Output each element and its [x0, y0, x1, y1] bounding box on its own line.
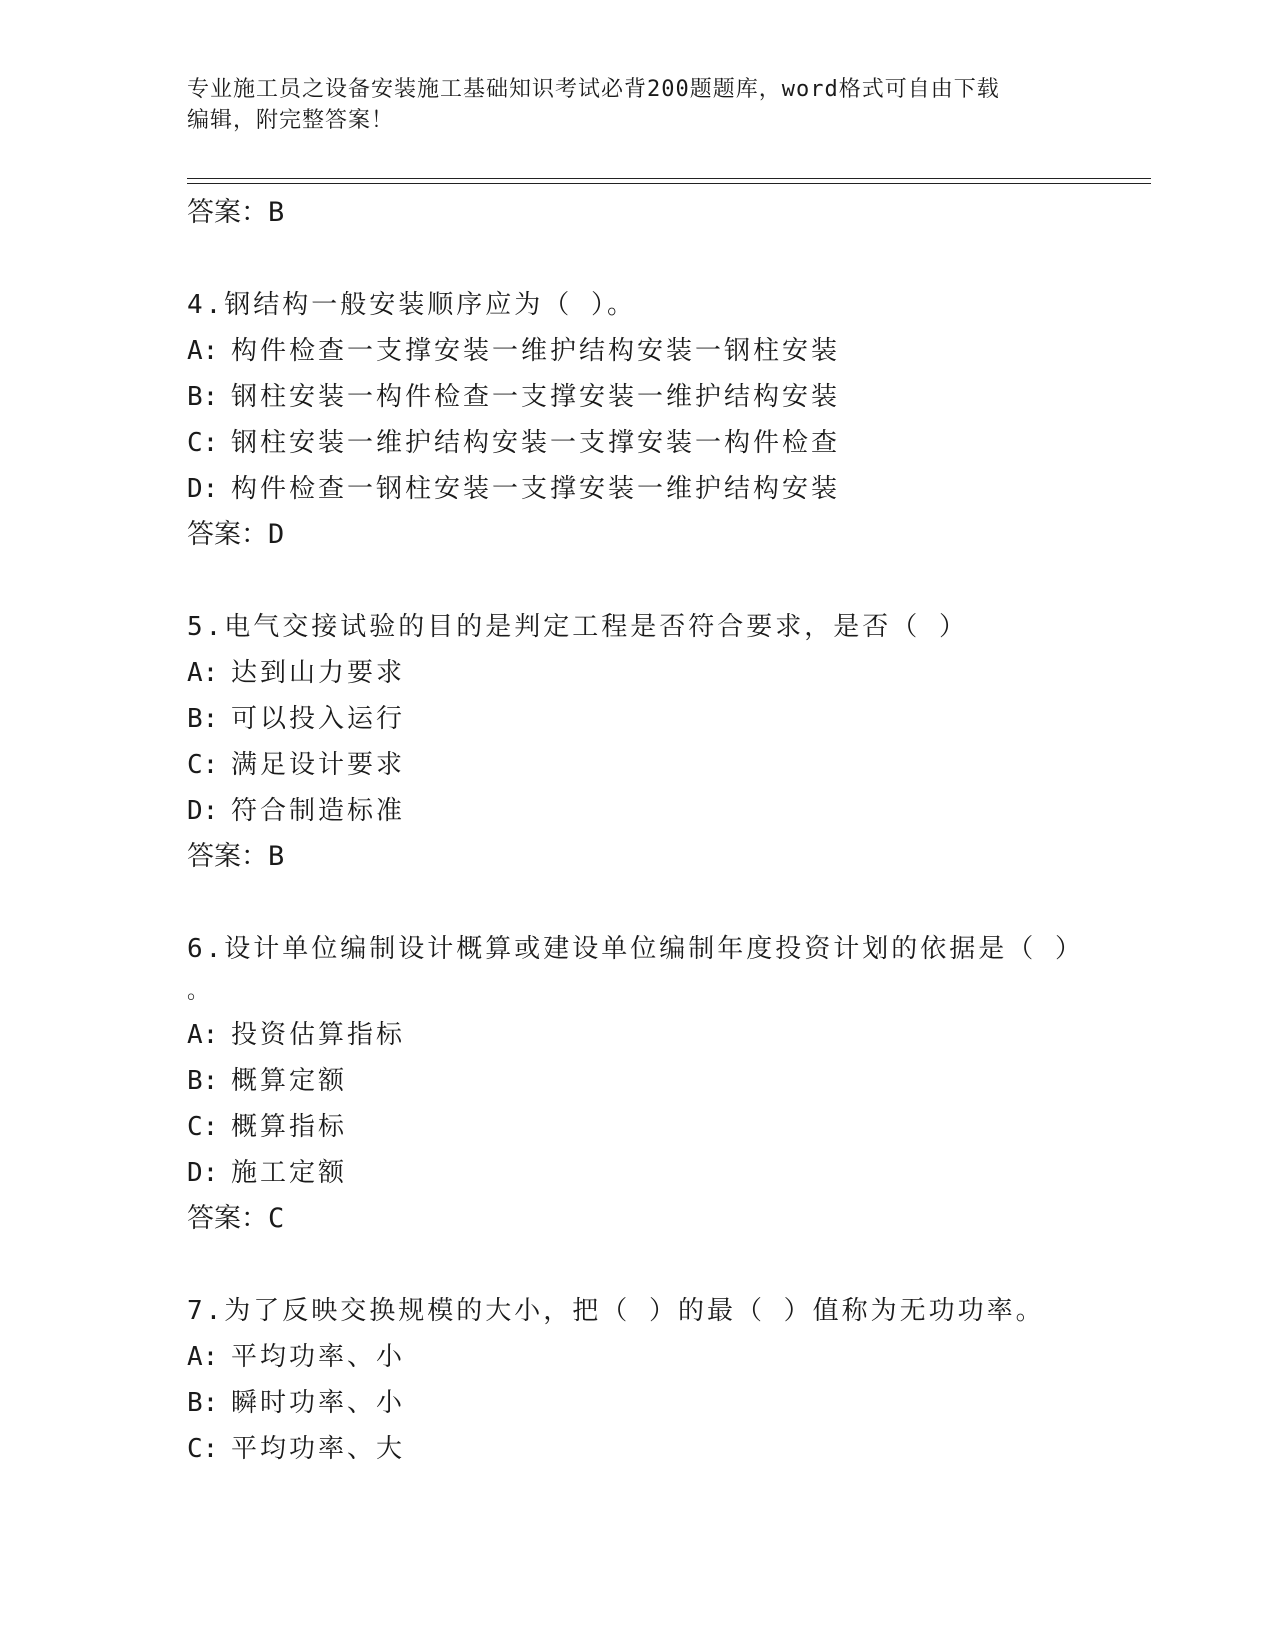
answer-line [187, 834, 1087, 880]
option-key: C: [187, 1434, 219, 1464]
question-list [187, 190, 1087, 1518]
header-line-2: 编辑，附完整答案！ [187, 108, 395, 133]
option-key: A: [187, 336, 219, 366]
answer-label: 答案： [187, 841, 268, 872]
option-text: 构件检查一支撑安装一维护结构安装一钢柱安装 [231, 336, 841, 366]
answer-label: 答案： [187, 1203, 268, 1234]
option-text: 平均功率、小 [231, 1342, 406, 1372]
option-text: 概算指标 [231, 1112, 348, 1142]
option-key: B: [187, 1388, 219, 1418]
option-key: D: [187, 474, 219, 504]
question-item [187, 926, 1087, 1242]
answer-label: 答案： [187, 197, 268, 228]
option-text: 符合制造标准 [231, 796, 406, 826]
option-a [187, 650, 1087, 696]
option-b [187, 1380, 1087, 1426]
question-stem-continuation: 。 [187, 979, 210, 1004]
option-key: A: [187, 1342, 219, 1372]
option-key: B: [187, 704, 219, 734]
header-divider-top [187, 178, 1151, 179]
question-item [187, 604, 1087, 880]
option-key: B: [187, 1066, 219, 1096]
option-key: C: [187, 428, 219, 458]
question-stem: 4.钢结构一般安装顺序应为（ ）。 [187, 290, 636, 320]
option-c [187, 420, 1087, 466]
option-text: 钢柱安装一维护结构安装一支撑安装一构件检查 [231, 428, 841, 458]
answer-value: B [268, 197, 285, 228]
option-key: D: [187, 1158, 219, 1188]
option-d [187, 1150, 1087, 1196]
answer-label: 答案： [187, 519, 268, 550]
option-a [187, 1334, 1087, 1380]
option-text: 概算定额 [231, 1066, 348, 1096]
option-c [187, 1426, 1087, 1472]
question-stem: 7.为了反映交换规模的大小，把（ ）的最（ ）值称为无功功率。 [187, 1296, 1045, 1326]
answer-line [187, 1196, 1087, 1242]
option-b [187, 1058, 1087, 1104]
question-stem: 6.设计单位编制设计概算或建设单位编制年度投资计划的依据是（ ） [187, 934, 1084, 964]
option-a [187, 1012, 1087, 1058]
option-key: C: [187, 750, 219, 780]
option-text: 施工定额 [231, 1158, 348, 1188]
option-text: 构件检查一钢柱安装一支撑安装一维护结构安装 [231, 474, 841, 504]
option-text: 瞬时功率、小 [231, 1388, 406, 1418]
question-item [187, 1288, 1087, 1472]
option-c [187, 742, 1087, 788]
document-header [187, 74, 1067, 136]
answer-value: C [268, 1203, 285, 1234]
option-c [187, 1104, 1087, 1150]
question-stem: 5.电气交接试验的目的是判定工程是否符合要求，是否（ ） [187, 612, 968, 642]
option-key: C: [187, 1112, 219, 1142]
option-key: A: [187, 1020, 219, 1050]
header-line-1: 专业施工员之设备安装施工基础知识考试必背200题题库，word格式可自由下载 [187, 77, 1000, 102]
option-key: D: [187, 796, 219, 826]
option-text: 平均功率、大 [231, 1434, 406, 1464]
option-text: 满足设计要求 [231, 750, 406, 780]
answer-value: D [268, 519, 285, 550]
answer-line [187, 190, 1087, 236]
header-divider-bottom [187, 183, 1151, 184]
option-d [187, 788, 1087, 834]
option-a [187, 328, 1087, 374]
answer-value: B [268, 841, 285, 872]
question-item [187, 282, 1087, 558]
option-key: A: [187, 658, 219, 688]
option-text: 达到山力要求 [231, 658, 406, 688]
option-text: 钢柱安装一构件检查一支撑安装一维护结构安装 [231, 382, 841, 412]
option-text: 可以投入运行 [231, 704, 406, 734]
option-b [187, 696, 1087, 742]
option-d [187, 466, 1087, 512]
option-key: B: [187, 382, 219, 412]
answer-line [187, 512, 1087, 558]
option-b [187, 374, 1087, 420]
option-text: 投资估算指标 [231, 1020, 406, 1050]
